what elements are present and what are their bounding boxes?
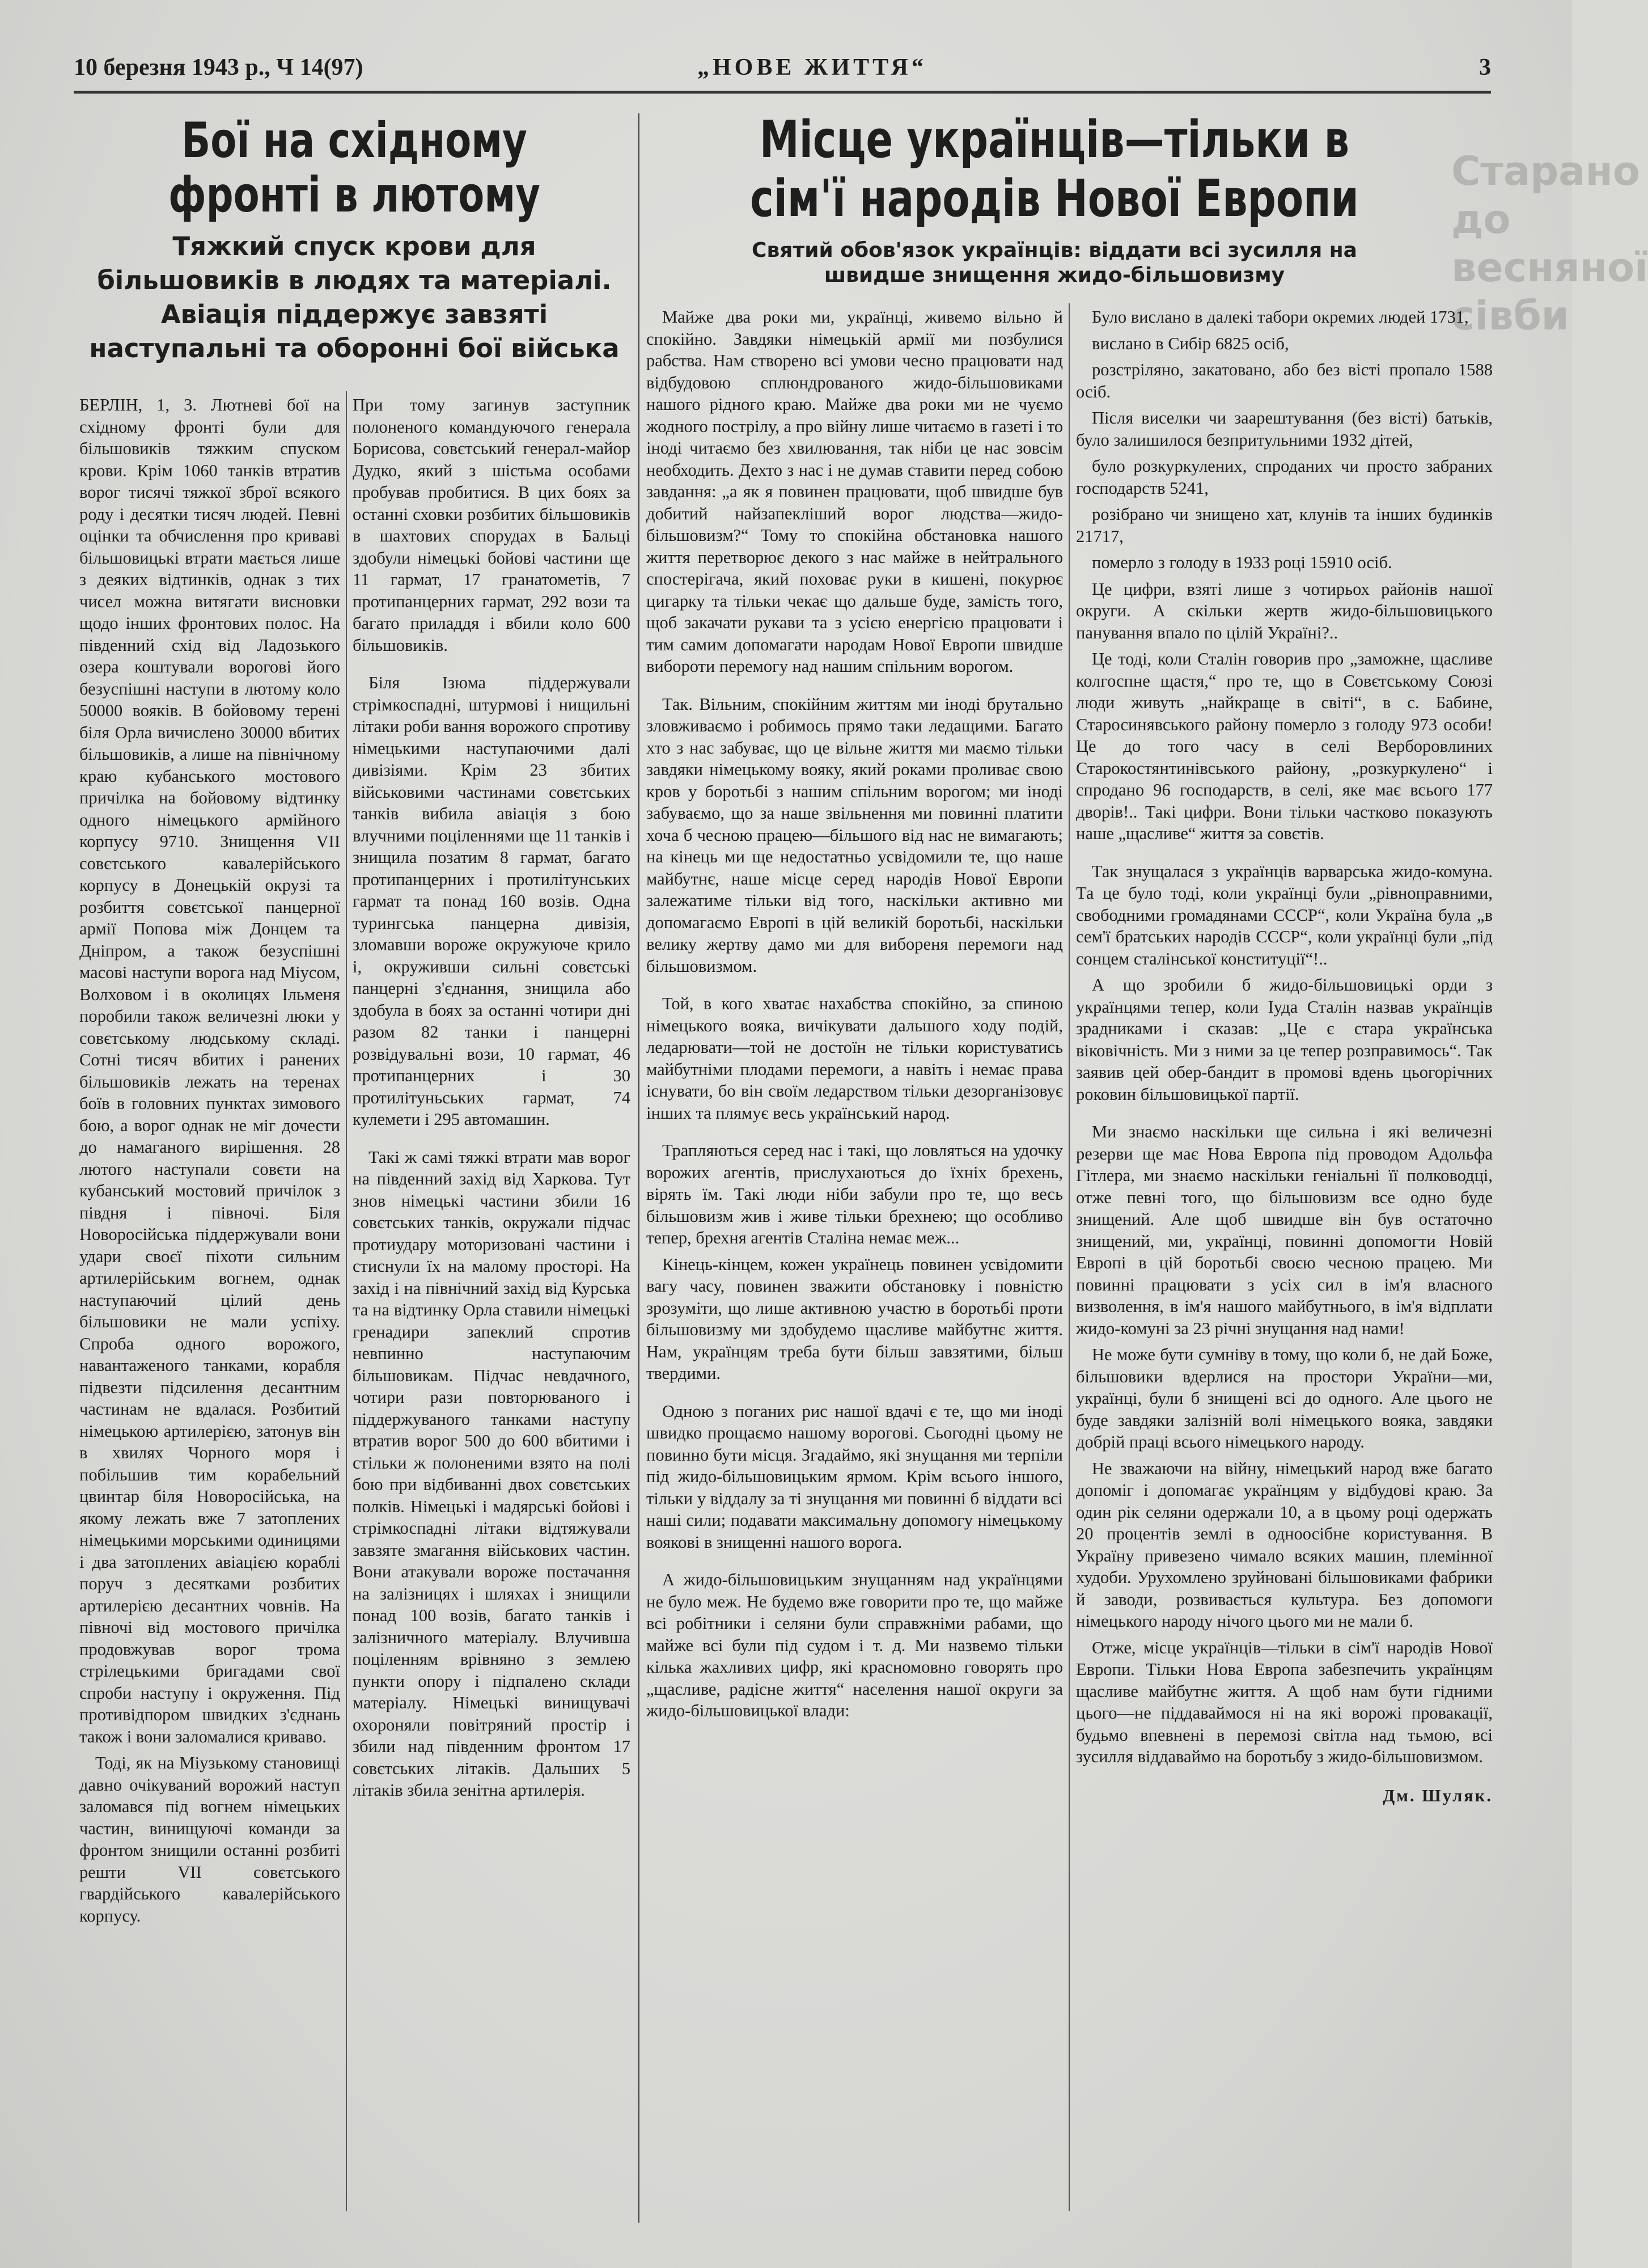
paper-name: „НОВЕ ЖИТТЯ“ [697, 54, 927, 81]
left-headline: Бої на східному фронті в лютому [168, 112, 540, 223]
paragraph: Трапляються серед нас і такі, що ловляться на удочку ворожих агентів, прислухаються до їхніх брехень, вірять їм. Такі люди ніби забули про те, що весь більшовизм жив і живе тільки брехнею; що особливо тепер, брехня агентів Сталіна немає меж... [646, 1141, 1063, 1247]
paragraph: Не зважаючи на війну, німецький народ вже багато допоміг і допомагає українцям у відбудові краю. За один рік селяни одержали 10, а в цьому році одержать 20 процентів землі в одноосібне користування. В Україну привезено чимало всяких машин, племінної худоби. Урухомлено зруйновані більшовиками фабрики й заводи, розвивається культура. Без допомоги німецького народу нічого цього ми не мали б. [1076, 1458, 1493, 1631]
paragraph: розібрано чи знищено хат, клунів та інших будинків 21717, [1076, 505, 1493, 546]
paragraph: Одною з поганих рис нашої вдачі є те, що ми іноді швидко прощаємо нашому ворогові. Сьогодні цьому не повинно бути місця. Згадаймо, які знущання ми терпіли під жидо-більшовицьким ярмом. Крім всього іншого, тільки у віддалу за ті знущання ми повинні б віддати всі наші сили; подавати максимальну допомогу німецькому воякові в знищенні нашого ворога. [646, 1401, 1063, 1552]
paragraph: померло з голоду в 1933 році 15910 осіб. [1092, 553, 1392, 572]
paragraph: Ми знаємо наскільки ще сильна і які величезні резерви ще має Нова Европа під проводом Адольфа Гітлера, ми знаємо наскільки геніальні її полководці, отже певні того, що більшовизм все одно буде знищений. Але щоб швидше він був остаточно знищений, ми, українці, повинні допомогти Новій Европі в цій боротьбі своєю чесною працею. Ми повинні працювати з усіх сил в ім'я власного визволення, в ім'я нашого майбутнього, в ім'я відплати жидо-комуні за 23 річні знущання над нами! [1076, 1122, 1493, 1338]
paragraph: Після виселки чи заарештування (без вісті) батьків, було залишилося безпритульними 1932 дітей, [1076, 408, 1493, 450]
issue-date: 10 березня 1943 р., Ч 14(97) [74, 54, 363, 81]
right-subhead: Святий обов'язок українців: віддати всі зусилля на швидше знищення жидо-більшовизму [752, 239, 1357, 287]
paragraph: Це тоді, коли Сталін говорив про „заможне, щасливе колгоспне щастя,“ про те, що в Совєтському Союзі люди живуть „найкраще в світі“, в с. Бабине, Старосинявського району померло з голоду 973 особи! Це до того часу в селі Верборовлиних Старокостянтинівського району, „розкуркулено“ і спродано 96 господарств, в селі, яке має всього 177 дворів!.. Такі цифри. Вони тільки частково показують наше „щасливе“ життя за совєтів. [1076, 649, 1493, 843]
paragraph: А жидо-більшовицьким знущанням над українцями не було меж. Не будемо вже говорити про те, що майже всі робітники і селяни були справжніми рабами, що майже всі були під судом і т. д. Ми назвемо тільки кілька жахливих цифр, які красномовно говорять про „щасливе, радісне життя“ населення нашої округи за жидо-більшовицької влади: [646, 1570, 1063, 1720]
paragraph: А що зробили б жидо-більшовицькі орди з українцями тепер, коли Іуда Сталін назвав українців зрадниками і сказав: „Це є стара українська віковічність. Ми з ними за це тепер розправимось“. Так заявив цей обер-бандит в промові вдень цьогорічних роковин більшовицької партії. [1076, 975, 1493, 1104]
paragraph: Це цифри, взяті лише з чотирьох районів нашої округи. А скільки жертв жидо-більшовицького панування впало по цілій Україні?.. [1076, 579, 1493, 642]
left-subhead: Тяжкий спуск крови для більшовиків в людях та матеріалі. Авіація піддержує завзяті наступальні та оборонні бої війська [89, 231, 620, 363]
masthead [74, 54, 1491, 88]
column-divider-left [346, 391, 347, 2211]
left-column-1 [79, 394, 340, 1931]
paragraph: Майже два роки ми, українці, живемо вільно й спокійно. Завдяки німецькій армії ми позбулися рабства. Нам створено всі умови чесно працювати над відбудовою сплюндрованого жидо-більшовиками нашого рідного краю. Майже два роки ми не чуємо жодного пострілу, а про війну лише читаємо в газеті і то іноді читаємо без хвилювання, так ніби це нас зовсім необходить. Дехто з нас і не думав ставити перед собою завдання: „а як я повинен працювати, щоб швидше був добитий найзапекліший ворог людства—жидо-більшовизм?“ Тому то спокійна обстановка нашого життя перетворює декого з нас майже в нейтрального спостерігача, який поховає руки в кишені, покурює цигарку та тільки чекає що дальше буде, замість того, щоб закачати рукави та з усією енергією працювати і тим самим допомагати народам Нової Европи швидше вибороти перемогу над нашим спільним ворогом. [646, 307, 1063, 676]
masthead-rule [74, 91, 1491, 94]
paragraph: вислано в Сибір 6825 осіб, [1092, 333, 1289, 353]
page-number: 3 [1479, 54, 1491, 81]
right-headline: Місце українців—тільки в сім'ї народів Нової Европи [750, 110, 1359, 229]
edge-fragment-headline: Старано до весняної сівби [1451, 148, 1648, 339]
right-column-3 [646, 306, 1063, 1727]
paragraph: Так. Вільним, спокійним життям ми іноді брутально зловживаємо і робимось прямо таки ледащими. Багато хто з нас забуває, що це вільне життя ми маємо тільки завдяки німецькому вояку, який роками проливає свою кров у боротьбі з нашим спільним ворогом; ми іноді забуваємо, що за наше звільнення ми повинні платити хоча б чесною працею—більшого від нас не вимагають; на кінець ми ще недостатньо усвідомили те, що наше майбутнє, наше місце серед народів Нової Европи залежатиме тільки від того, наскільки активно ми допомагаємо Европі в цій великій боротьбі, наскільки велику жертву дамо ми для вибореня перемоги над більшовизмом. [646, 694, 1063, 976]
paragraph: розстріляно, закатовано, або без вісті пропало 1588 осіб. [1076, 360, 1493, 401]
paragraph: Тоді, як на Міузькому становищі давно очікуваний ворожий наступ заломався під вогнем німецьких частин, винищуючі команди за фронтом знищили останні розбиті решти VII совєтського гвардійського кавалерійського корпусу. [79, 1753, 340, 1926]
article-divider [638, 113, 639, 2223]
author-signature: Дм. Шуляк. [1383, 1785, 1493, 1805]
paragraph: Так знущалася з українців варварська жидо-комуна. Та це було тоді, коли українці були „рівноправними, свободними громадянами СССР“, коли Україна була „в сем'ї братських народів СССР“, коли українці були „під сонцем сталінської конституції“!.. [1076, 861, 1493, 968]
paragraph: було розкуркулених, спроданих чи просто забраних господарств 5241, [1076, 456, 1493, 498]
paragraph: Отже, місце українців—тільки в сім'ї народів Нової Европи. Тільки Нова Европа забезпечить українцям щасливе майбутнє життя. А щоб нам бути гідними цього—не піддаваймося ні на які ворожі провакації, будьмо впевнені в перемозі світла над тьмою, всі зусилля віддаваймо на боротьбу з жидо-більшовизмом. [1076, 1637, 1493, 1766]
left-column-2 [353, 394, 630, 1806]
paragraph: Той, в кого хватає нахабства спокійно, за спиною німецького вояка, вичікувати дальшого ходу подій, ледарювати—той не достоїн не тільки користуватись майбутніми плодами перемоги, а навіть і немає права існувати, бо він своїм ледарством тільки дезорганізовує інших та плямує весь український народ. [646, 994, 1063, 1123]
paragraph: При тому загинув заступник полоненого командуючого генерала Борисова, совєтський генерал-майор Дудко, який з шістьма особами пробував пробитися. В цих боях за останні сховки розбитих більшовиків в шахтових спорудах в Бальці здобули німецькі бойові частини ще 11 гармат, 17 гранатометів, 7 протипанцерних гармат, 292 вози та багато приладдя і вбили коло 600 більшовиків. [353, 395, 630, 655]
paragraph: БЕРЛІН, 1, 3. Лютневі бої на східному фронті були для більшовиків тяжким спуском крови. Крім 1060 танків втратив ворог тисячі тяжкої зброї всякого роду і десятки тисяч людей. Певні оцінки та обчислення про криваві більшовицькі втрати мається лише з деяких відтинків, однак з тих чисел можна витягати висновки щодо інших фронтових полос. На південний схід від Ладозького озера коштували ворогові його безуспішні наступи в лютому коло 50000 вояків. В бойовому терені біля Орла вичислено 30000 вбитих більшовиків, а лише на північному краю кубанського мостового причілка на бойовому відтинку одного німецького армійного корпусу 9710. Знищення VII совєтського кавалерійського корпусу в Донецькій окрузі та розбиття совєтської панцерної армії Попова між Донцем та Дніпром, а також безуспішні масові наступи ворога над Міусом, Волховом і в околицях Ільменя поробили також величезні люки у совєтському людському складі. Сотні тисяч вбитих і ранених більшовиків лежать на теренах боїв в головних пунктах зимового бою, а ворог однак не міг дочести до намаганого вирішення. 28 лютого наступали совєти на кубанський мостовий причілок з півдня і півночі. Біля Новоросійська піддержували вони удари своєї піхоти сильним артилерійським вогнем, однак наступаючий цілий день більшовики не мали успіху. Спроба одного ворожого, навантаженого танками, корабля підвезти підсилення десантним частинам не вдалася. Розбитий німецькою артилерією, затонув він в хвилях Чорного моря і побільшив тим корабельний цвинтар біля Новоросійська, на якому лежать вже 7 затоплених німецькими морськими одиницями і два затоплених авіацією кораблі поруч з десятками розбитих артилерією десантних човнів. На півночі від мостового причілка продовжував ворог трома стрілецькими бригадами свої спроби наступу і окруження. Під противідпором швидких з'єднань також і вони заломалися криваво. [79, 395, 340, 1746]
paragraph: Біля Ізюма піддержували стрімкоспадні, штурмові і нищильні літаки роби вання ворожого спротиву німецькими наступаючими далі дивізіями. Крім 23 збитих військовими частинами совєтських танків вибила авіація з бою влучними поціленнями ще 11 танків і знищила позатим 8 гармат, багато протипанцерних і протилітунських гармат та понад 160 возів. Одна турингська панцерна дивізія, зломавши вороже окружуюче крило і, окруживши сильні совєтські панцерні з'єднання, знищила або здобула в боях за останні чотири дні разом 82 танки і панцерні розвідувальні вози, 10 гармат, 46 протипанцерних і 30 протилітуньських гармат, 74 кулемети і 295 автомашин. [353, 673, 630, 1129]
right-column-4 [1076, 306, 1493, 1806]
paragraph: Було вислано в далекі табори окремих людей 1731, [1092, 307, 1469, 327]
paragraph: Такі ж самі тяжкі втрати мав ворог на південний захід від Харкова. Тут знов німецькі частини збили 16 совєтських танків, окружали підчас протиудару моторизовані частини і стиснули їх на малому просторі. На захід і на північний захід від Курська та на відтинку Орла ставили німецькі гренадири запеклий спротив невпинно наступаючим більшовикам. Підчас невдачного, чотири рази повторюваного і піддержуваного танками наступу втратив ворог 500 до 600 вбитими і стільки ж полоненими взято на полі бою при відбиванні двох совєтських полків. Німецькі і мадярські бойові і стрімкоспадні літаки відтяжували завзяте змагання військових частин. Вони атакували вороже постачання на залізницях і шляхах і знищили понад 100 возів, багато танків і залізничного матеріалу. Влучивша поціленням врівняно з землею пункти опору і підпалено склади матеріалу. Німецькі винищувачі охороняли повітряний простір і збили над південним фронтом 17 совєтських літаків. Дальших 5 літаків збила зенітна артилерія. [353, 1147, 630, 1800]
paragraph: Кінець-кінцем, кожен українець повинен усвідомити вагу часу, повинен зважити обстановку і повністю зрозуміти, що лише активною участю в боротьбі проти більшовизму ми здобудемо щасливе майбутнє життя. Нам, українцям треба бути більш завзятими, більш твердими. [646, 1254, 1063, 1383]
paragraph: Не може бути сумніву в тому, що коли б, не дай Боже, більшовики вдерлися на простори України—ми, українці, були б знищені всі до одного. Але цього не буде завдяки залізній волі німецького вояка, завдяки добрій праці всього німецького народу. [1076, 1345, 1493, 1452]
column-divider-right [1069, 303, 1070, 2211]
